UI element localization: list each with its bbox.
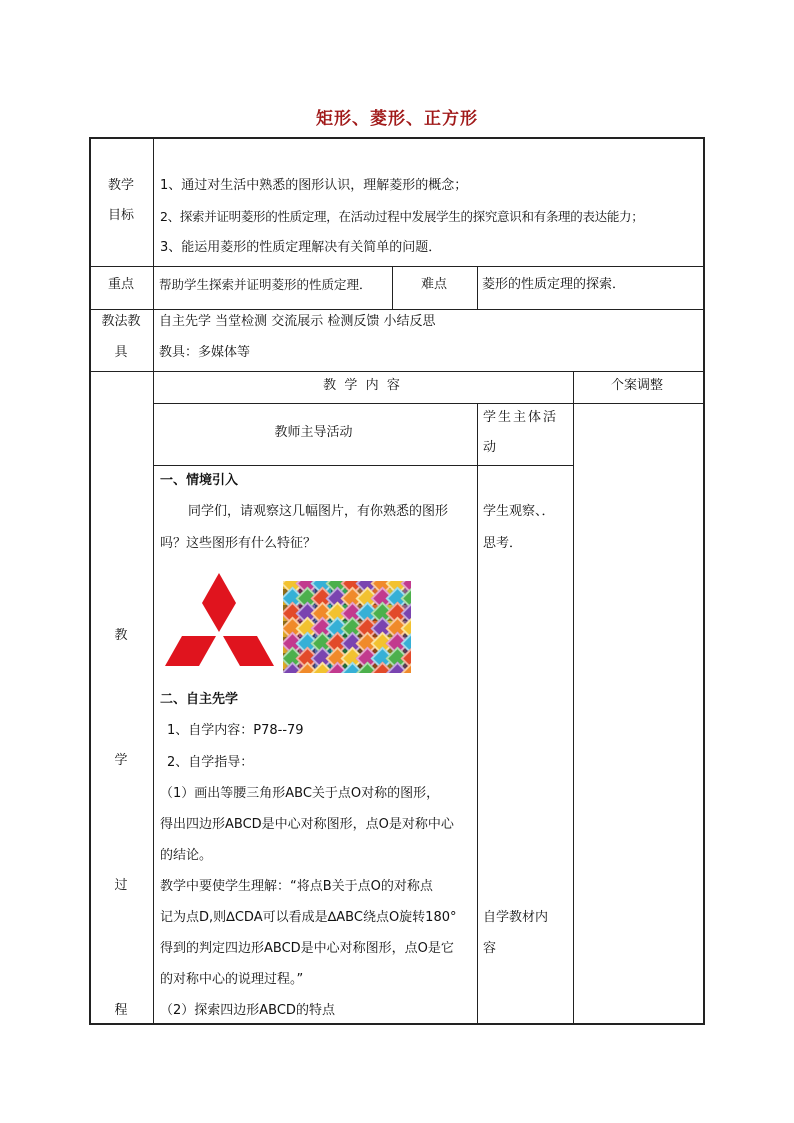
section1-text-2: 吗？这些图形有什么特征？	[160, 536, 317, 551]
rhombus-logo-image	[163, 571, 276, 672]
objectives-label-2: 目标	[107, 208, 134, 223]
student-activity: 学生观察、．	[483, 504, 555, 519]
paragraph-line: （1）画出等腰三角形ABC关于点O对称的图形，	[160, 786, 440, 801]
objective-item: 3、能运用菱形的性质定理解决有关简单的问题．	[160, 240, 442, 255]
paragraph-line: 教学中要使学生理解：“将点B关于点O的对称点	[160, 879, 433, 894]
process-label-char: 过	[114, 878, 128, 893]
paragraph-line: 记为点D,则∆CDA可以看成是∆ABC绕点O旋转180°	[160, 910, 457, 925]
process-label-char: 学	[114, 753, 128, 768]
col-divider	[477, 403, 478, 1023]
paragraph-line: （2）探索四边形ABCD的特点	[160, 1003, 335, 1018]
row-divider	[153, 403, 703, 404]
objective-item: 2、探索并证明菱形的性质定理，在活动过程中发展学生的探究意识和有条理的表达能力；	[160, 209, 644, 224]
logo-rhombus-right	[223, 636, 274, 666]
row-divider	[91, 266, 703, 267]
process-label-char: 教	[114, 628, 128, 643]
document-title: 矩形、菱形、正方形	[316, 109, 478, 129]
objectives-label: 教学	[107, 178, 134, 193]
methods-label-2: 具	[114, 345, 128, 360]
student-activity: 自学教材内	[483, 910, 549, 925]
student-header-2: 动	[483, 440, 497, 455]
paragraph-line: 得出四边形ABCD是中心对称图形，点O是对称中心	[160, 817, 454, 832]
process-label-char: 程	[114, 1003, 128, 1018]
self-study-content: 1、自学内容：P78--79	[167, 723, 304, 738]
col-divider	[477, 266, 478, 309]
objective-item: 1、通过对生活中熟悉的图形认识，理解菱形的概念；	[160, 178, 468, 193]
colorful-rhombus-photo	[283, 581, 411, 673]
student-activity-2: 容	[483, 941, 497, 956]
key-label: 重点	[107, 277, 134, 292]
methods-label: 教法教	[101, 314, 141, 329]
col-divider	[573, 371, 574, 1023]
section1-text: 同学们，请观察这几幅图片，有你熟悉的图形	[188, 504, 449, 519]
self-study-guide: 2、自学指导：	[167, 755, 254, 770]
methods-line: 自主先学 当堂检测 交流展示 检测反馈 小结反思	[159, 314, 436, 329]
teacher-header: 教师主导活动	[274, 425, 353, 440]
difficulty-content: 菱形的性质定理的探索．	[482, 277, 626, 292]
content-header: 教 学 内 容	[323, 378, 400, 393]
difficulty-label: 难点	[420, 277, 447, 292]
paragraph-line: 得到的判定四边形ABCD是中心对称图形，点O是它	[160, 941, 454, 956]
student-activity-2: 思考．	[483, 536, 523, 551]
methods-tools: 教具：多媒体等	[159, 345, 251, 360]
section1-title: 一、情境引入	[160, 473, 239, 488]
row-divider	[91, 309, 703, 310]
section2-title: 二、自主先学	[160, 692, 239, 707]
paragraph-line: 的结论。	[160, 848, 213, 863]
row-divider	[91, 371, 703, 372]
row-divider	[153, 465, 573, 466]
col-divider	[153, 139, 154, 1023]
student-header: 学生主体活	[483, 410, 559, 425]
logo-rhombus-left	[165, 636, 216, 666]
adjust-header: 个案调整	[610, 378, 663, 393]
key-content: 帮助学生探索并证明菱形的性质定理．	[159, 277, 372, 292]
logo-rhombus-top	[202, 573, 236, 632]
paragraph-line: 的对称中心的说理过程。”	[160, 972, 304, 987]
